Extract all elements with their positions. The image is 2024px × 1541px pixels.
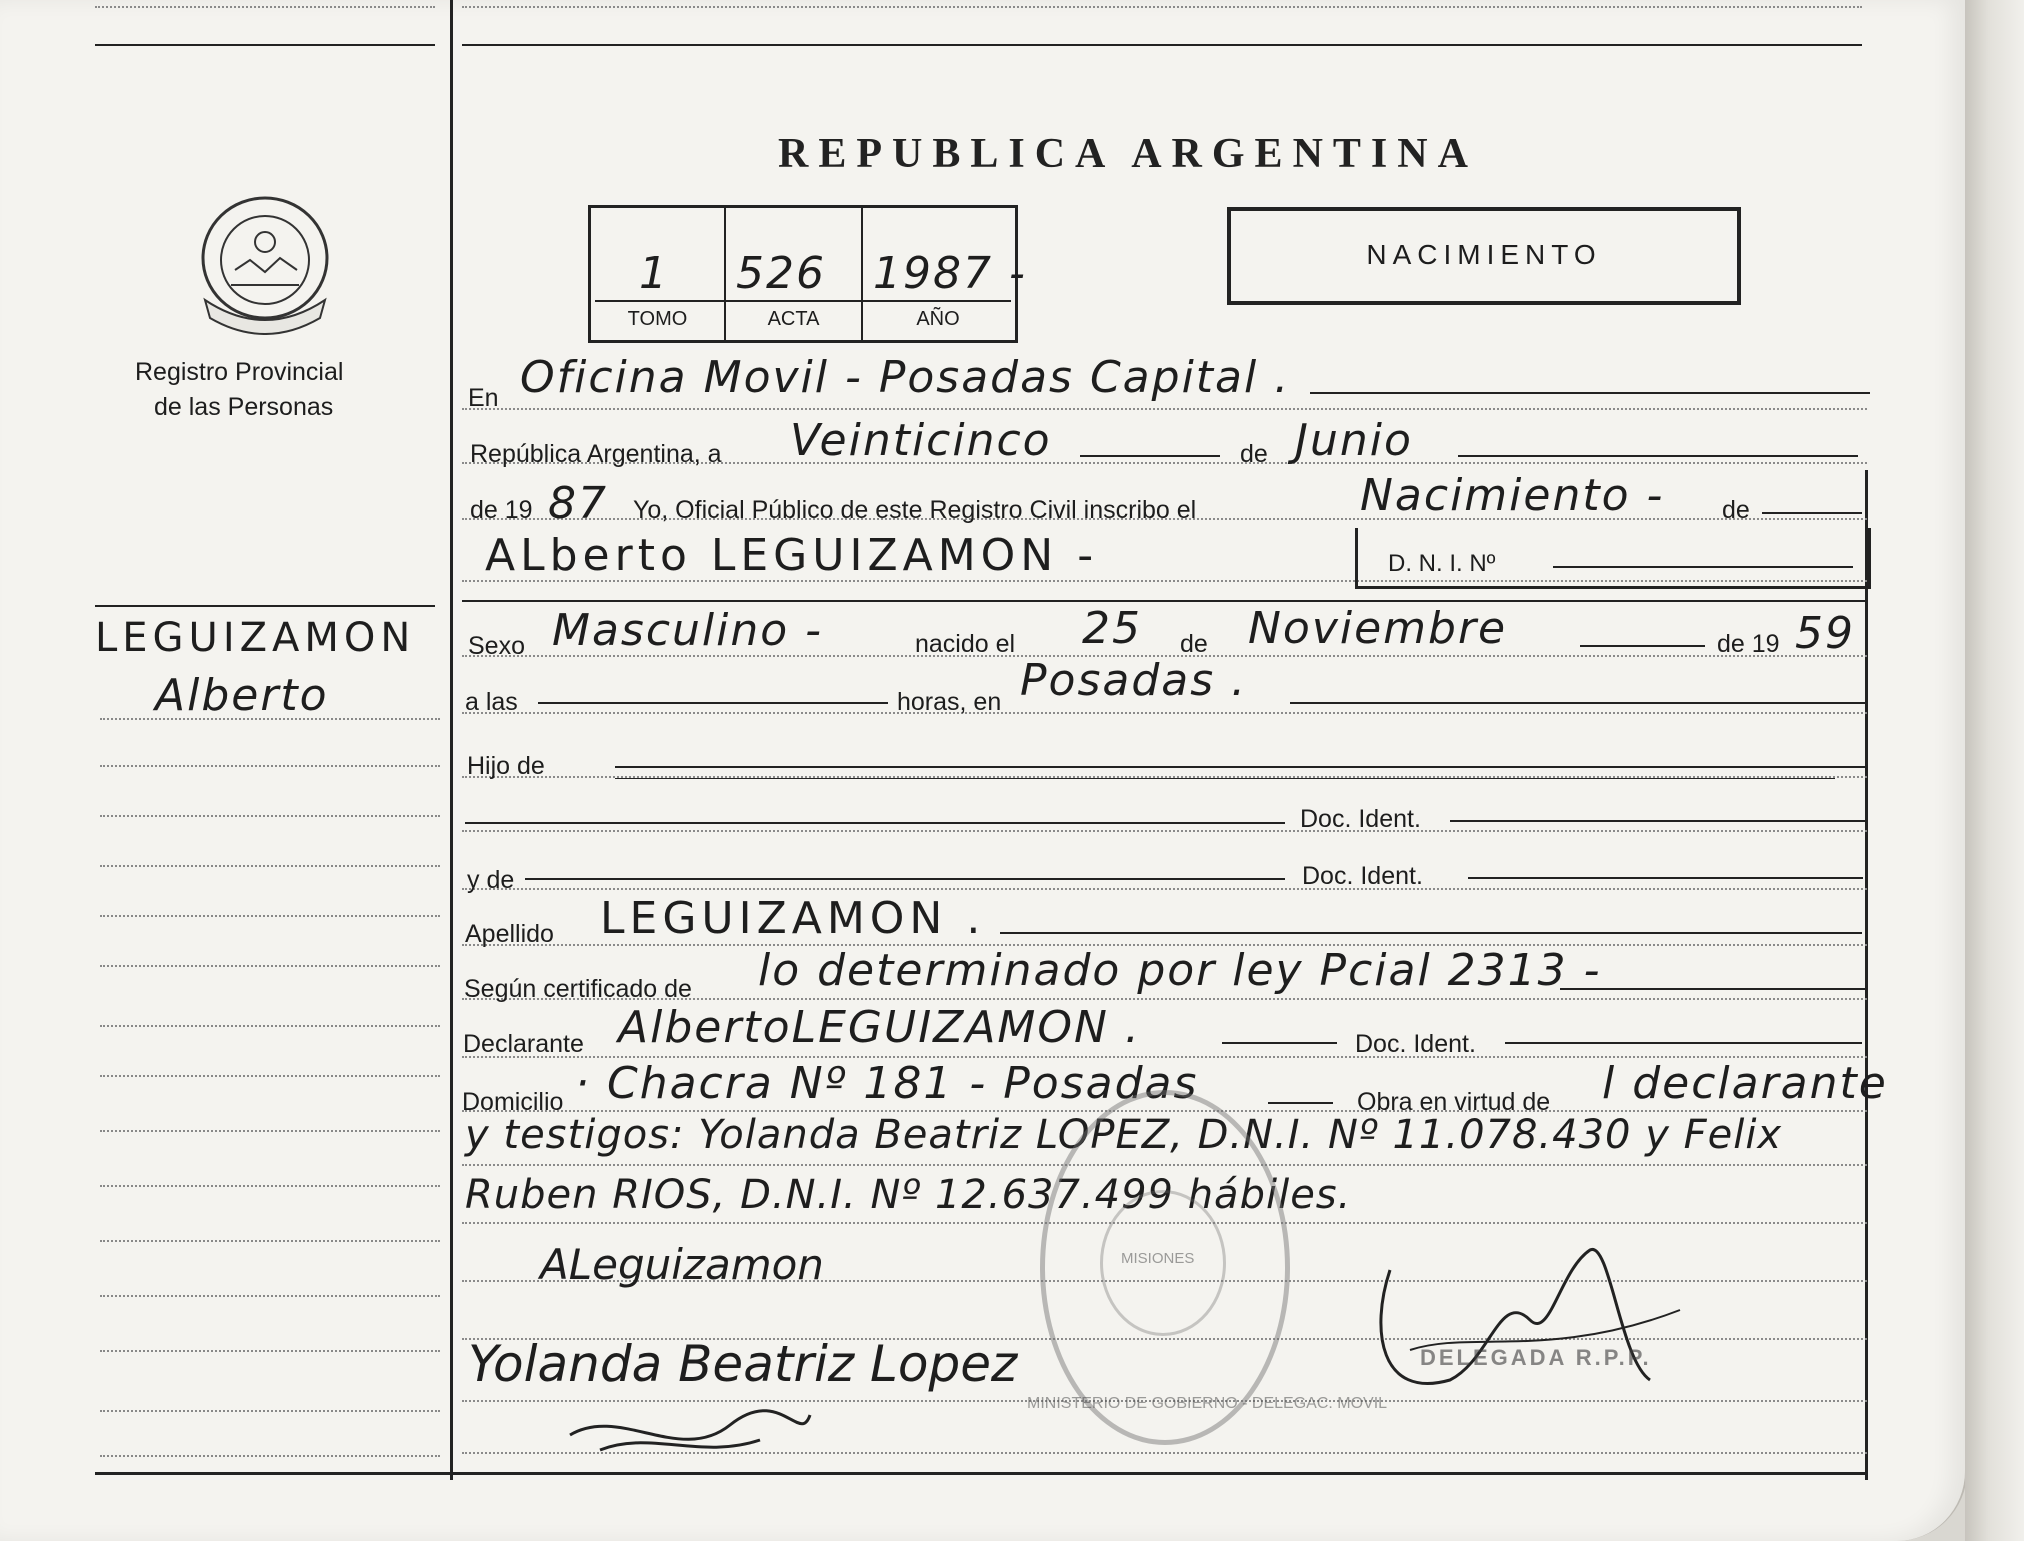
en-label: En [468,384,499,412]
signature-2: Yolanda Beatriz Lopez [468,1335,1018,1393]
y-de-label: y de [467,866,515,894]
official-stamp [1027,1090,1388,1445]
doc-ident-label-2: Doc. Ident. [1302,862,1423,890]
anio-value: 1987 - [873,248,1027,299]
domicilio-label: Domicilio [462,1088,564,1116]
signature-flourish [560,1395,820,1480]
fill-line [538,702,888,704]
declarante-value: AlbertoLEGUIZAMON . [618,1002,1141,1053]
sidebar-rule [100,915,440,917]
fill-line [1080,455,1220,457]
fill-line [1000,932,1862,934]
acta-value: 526 [736,248,826,299]
fill-line [1505,1042,1862,1044]
dni-label: D. N. I. Nº [1388,550,1496,577]
top-dotted-right [462,6,1862,8]
sidebar-rule [100,965,440,967]
tomo-value: 1 [639,248,669,299]
fill-line [1458,455,1858,457]
sidebar-rule [100,718,440,720]
act-value: Nacimiento - [1360,470,1665,521]
fill-line [1290,702,1865,704]
year-prefix: de 19 [470,496,533,524]
page-edge [1965,0,2024,1541]
fill-line [1310,392,1870,394]
tomo-label: TOMO [627,308,688,330]
official-text: Yo, Oficial Público de este Registro Civil inscribo el [633,496,1197,524]
segun-value: lo determinado por ley Pcial 2313 - [758,945,1602,996]
top-dotted [95,6,435,8]
fill-line [615,766,1865,768]
fill-line [615,778,1835,779]
sidebar-rule [100,1185,440,1187]
fill-line [1560,988,1865,990]
registry-line-2: de las Personas [154,393,334,421]
birth-month: Noviembre [1248,603,1508,654]
acta-label: ACTA [767,308,820,330]
de-label-2: de [1722,496,1750,524]
en-value: Oficina Movil - Posadas Capital . [520,352,1291,403]
sidebar-rule [100,1075,440,1077]
sidebar-rule [100,1410,440,1412]
register-box [588,205,1027,343]
doc-ident-label-3: Doc. Ident. [1355,1030,1476,1058]
apellido-label: Apellido [465,920,554,948]
fill-line [1450,820,1865,822]
bottom-rule [95,1472,1867,1475]
hijo-label: Hijo de [467,752,545,780]
fill-line [1222,1042,1337,1044]
apellido-value: LEGUIZAMON . [600,893,986,944]
sidebar-rule [100,1130,440,1132]
fill-line [1268,1102,1333,1104]
official-signature [1350,1210,1710,1435]
margin-surname: LEGUIZAMON [95,615,416,661]
sidebar-rule [100,765,440,767]
birth-day: 25 [1082,603,1142,654]
sexo-label: Sexo [468,632,525,660]
witness-line-1: y testigos: Yolanda Beatriz LOPEZ, D.N.I. Nº 11.078.430 y Felix [465,1112,1783,1158]
birth-year-prefix: de 19 [1717,630,1780,658]
act-type: NACIMIENTO [1366,239,1602,270]
form-rule [462,888,1867,890]
sexo-value: Masculino - [552,605,824,656]
official-signer-stamp: DELEGADA R.P.P. [1420,1345,1652,1370]
sidebar-rule [100,1350,440,1352]
form-rule [462,830,1867,832]
dni-box [1355,528,1871,589]
column-divider [450,0,453,1480]
sidebar-section-rule [95,605,435,607]
fill-line [1468,877,1863,879]
province-seal [195,190,335,340]
sidebar-rule [100,865,440,867]
sidebar-rule [100,1295,440,1297]
right-border [1865,470,1868,1480]
official-stamp-inner: MISIONES [1121,1250,1195,1267]
obra-label: Obra en virtud de [1357,1088,1551,1116]
month-value: Junio [1295,415,1413,466]
signature-1: ALeguizamon [540,1240,824,1289]
sidebar-rule [100,1240,440,1242]
a-las-label: a las [465,688,518,716]
act-type-box [1227,207,1741,305]
top-rule-left [95,44,435,46]
margin-name: Alberto [155,670,329,721]
form-rule [462,408,1867,410]
fill-line [465,822,1285,824]
doc-ident-label-1: Doc. Ident. [1300,805,1421,833]
country-title: REPUBLICA ARGENTINA [778,131,1478,177]
declarante-label: Declarante [463,1030,584,1058]
domicilio-value: · Chacra Nº 181 - Posadas [575,1058,1199,1109]
de-label: de [1240,440,1268,468]
birth-year: 59 [1795,608,1855,659]
witness-line-2: Ruben RIOS, D.N.I. Nº 12.637.499 hábiles. [465,1172,1352,1218]
day-value: Veinticinco [790,415,1052,466]
name-value: ALberto LEGUIZAMON - [485,530,1099,581]
fill-line [525,878,1285,880]
form-rule [462,712,1867,714]
obra-value: l declarante [1602,1058,1888,1109]
republica-label: República Argentina, a [470,440,722,468]
section-rule [462,600,1867,602]
sidebar-rule [100,1455,440,1457]
de-label-3: de [1180,630,1208,658]
fill-line [1580,645,1705,647]
official-stamp-text: MINISTERIO DE GOBIERNO - DELEGAC. MOVIL [1027,1395,1388,1412]
horas-label: horas, en [897,688,1002,716]
sidebar-rule [100,1025,440,1027]
anio-label: AÑO [916,308,960,330]
nacido-label: nacido el [915,630,1016,658]
segun-label: Según certificado de [464,975,692,1003]
place-value: Posadas . [1020,655,1248,706]
top-rule-right [462,44,1862,46]
registry-line-1: Registro Provincial [135,358,344,386]
year-value: 87 [548,478,608,529]
fill-line [1762,512,1862,514]
sidebar-rule [100,815,440,817]
